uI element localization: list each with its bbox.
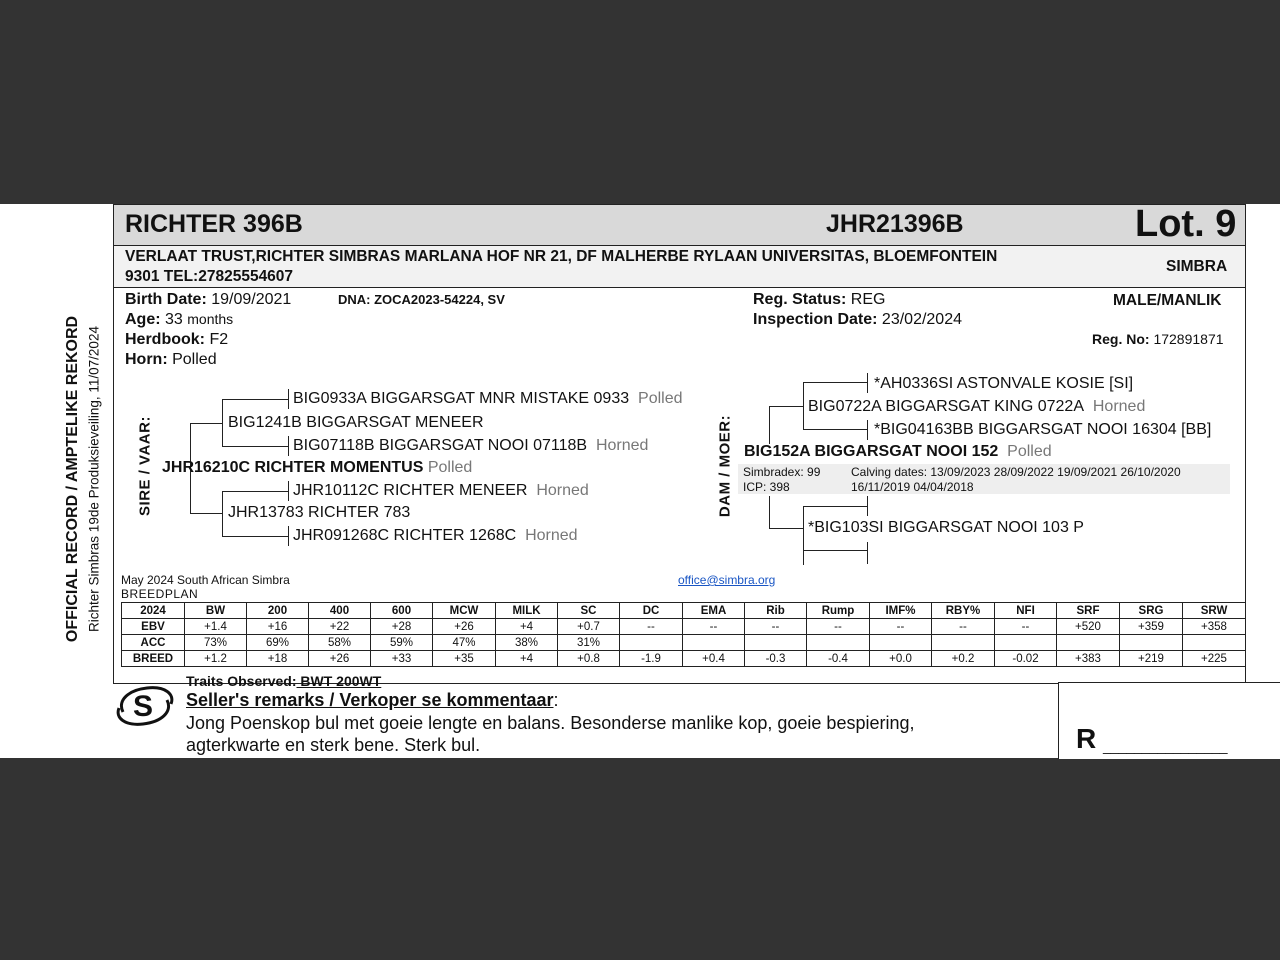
ebv-row [122, 651, 1246, 667]
reg-no-label: Reg. No: [1092, 331, 1150, 347]
ebv-cell: -- [870, 619, 932, 635]
herdbook-label: Herdbook: [125, 331, 205, 348]
ebv-cell: +22 [309, 619, 371, 635]
birth-date-label: Birth Date: [125, 291, 207, 308]
dna-info: DNA: ZOCA2023-54224, SV [338, 292, 505, 307]
ebv-cell: +358 [1183, 619, 1246, 635]
dam-gd-bottom [803, 550, 867, 551]
price-input[interactable]: ________________ [1103, 738, 1228, 754]
gs-bracket-line [222, 399, 223, 447]
side-record-label [62, 316, 84, 642]
reg-status [753, 291, 885, 309]
ebv-cell: 38% [496, 635, 558, 651]
ebv-cell: +0.2 [932, 651, 995, 667]
ebv-header-cell: MCW [433, 603, 496, 619]
dam-gs-bracket [803, 382, 804, 430]
dam-gs-top [803, 382, 867, 383]
remarks-line-2: agterkwarte en sterk bene. Sterk bul. [186, 735, 481, 755]
ebv-cell: +4 [496, 619, 558, 635]
sire-bracket-bottom [190, 513, 222, 514]
ggs2-tick [288, 481, 289, 501]
ebv-row [122, 619, 1246, 635]
ebv-header-cell: Rib [745, 603, 807, 619]
ebv-cell: 73% [185, 635, 247, 651]
sire-ggs2-name: JHR10112C RICHTER MENEER [293, 482, 528, 499]
ebv-header-cell: MILK [496, 603, 558, 619]
ebv-breedplan: BREEDPLAN [121, 587, 199, 601]
birth-date-value: 19/09/2021 [211, 291, 292, 308]
dam-bracket-top [769, 406, 803, 407]
ebv-cell: +383 [1057, 651, 1120, 667]
ebv-cell: -- [745, 619, 807, 635]
sire-ggs2 [293, 482, 589, 500]
ebv-row-label: EBV [122, 619, 185, 635]
ebv-header-cell: 200 [247, 603, 309, 619]
ebv-cell [995, 635, 1057, 651]
inspection-date [753, 311, 962, 329]
ebv-cell: +0.8 [558, 651, 620, 667]
lot-number: Lot. 9 [1135, 203, 1237, 245]
sire-ggs2-horn: Horned [536, 482, 589, 499]
owner-address-line2: 9301 TEL:27825554607 [125, 268, 294, 285]
dam-gd-tick-top [867, 496, 868, 516]
inspection-date-label: Inspection Date: [753, 311, 878, 328]
ebv-cell: -- [620, 619, 683, 635]
ebv-cell [745, 635, 807, 651]
horn [125, 351, 217, 369]
ebv-cell: -0.3 [745, 651, 807, 667]
ebv-cell: -0.4 [807, 651, 870, 667]
dam-gs [808, 398, 1145, 416]
dam-calving-dates-2: 16/11/2019 04/04/2018 [851, 480, 974, 494]
ebv-header-cell: DC [620, 603, 683, 619]
dam-label: DAM / MOER: [716, 414, 734, 518]
gd-bracket-line [222, 491, 223, 537]
sire-gs: BIG1241B BIGGARSGAT MENEER [228, 414, 484, 431]
reg-status-label: Reg. Status: [753, 291, 847, 308]
ebv-cell: +1.4 [185, 619, 247, 635]
ebv-header-cell: EMA [683, 603, 745, 619]
ebv-cell: +225 [1183, 651, 1246, 667]
owner-address-line1: VERLAAT TRUST,RICHTER SIMBRAS MARLANA HOF NR 21, DF MALHERBE RYLAAN UNIVERSITAS, BLOEMFONTEIN [125, 248, 998, 265]
ebv-row-label: BREED [122, 651, 185, 667]
ebv-header-cell: IMF% [870, 603, 932, 619]
ebv-cell [870, 635, 932, 651]
dam-gd: *BIG103SI BIGGARSGAT NOOI 103 P [808, 519, 1084, 536]
ebv-cell [1183, 635, 1246, 651]
sire-ggs1-name: BIG0933A BIGGARSGAT MNR MISTAKE 0933 [293, 390, 630, 407]
dam-calving-dates-1: Calving dates: 13/09/2023 28/09/2022 19/09/2021 26/10/2020 [851, 465, 1181, 479]
dam-icp: ICP: 398 [743, 480, 790, 494]
dam-name [744, 443, 1052, 461]
horn-label: Horn: [125, 351, 168, 368]
horn-value: Polled [172, 351, 217, 368]
reg-no [1092, 331, 1224, 347]
remarks-colon: : [553, 690, 559, 710]
ebv-cell: +0.4 [683, 651, 745, 667]
birth-date [125, 291, 291, 309]
ebv-cell [1057, 635, 1120, 651]
ebv-cell: +0.7 [558, 619, 620, 635]
dam-gd-top [803, 506, 867, 507]
dam-horn: Polled [1007, 443, 1052, 460]
sire-horn: Polled [427, 459, 473, 476]
dam-gs-name: BIG0722A BIGGARSGAT KING 0722A [808, 398, 1084, 415]
remarks-title [186, 690, 559, 711]
sire-ggs1 [293, 390, 683, 408]
gs-bracket-bottom [222, 446, 288, 447]
ebv-cell: -1.9 [620, 651, 683, 667]
sire-label: SIRE / VAAR: [136, 416, 154, 516]
gs-bracket-top [222, 399, 288, 400]
ebv-cell: -- [995, 619, 1057, 635]
age-label: Age: [125, 311, 161, 328]
sire-ggd1-horn: Horned [595, 437, 649, 454]
sire-name-text: JHR16210C RICHTER MOMENTUS [162, 459, 424, 476]
ebv-cell: 58% [309, 635, 371, 651]
side-auction-label [87, 326, 102, 632]
sire-ggd1 [293, 437, 648, 455]
ebv-cell: 59% [371, 635, 433, 651]
ebv-cell [932, 635, 995, 651]
ebv-cell: -- [932, 619, 995, 635]
ebv-header-cell: NFI [995, 603, 1057, 619]
ebv-cell: +26 [433, 619, 496, 635]
sire-ggs1-horn: Polled [638, 390, 683, 407]
ebv-cell: +1.2 [185, 651, 247, 667]
auction-text: Richter Simbras 19de Produksieveiling, 11/07/2024 [86, 326, 102, 632]
ebv-cell: +4 [496, 651, 558, 667]
inspection-date-value: 23/02/2024 [881, 311, 962, 328]
office-email-link[interactable]: office@simbra.org [678, 573, 776, 587]
dam-ggd1-tick [867, 420, 868, 440]
dam-ggs1: *AH0336SI ASTONVALE KOSIE [SI] [874, 375, 1134, 392]
dam-gd-tick-bottom [867, 542, 868, 564]
ebv-cell: -0.02 [995, 651, 1057, 667]
age [125, 311, 233, 329]
ebv-header-cell: SRG [1120, 603, 1183, 619]
ebv-header-cell: SRF [1057, 603, 1120, 619]
ggd1-tick [288, 436, 289, 456]
ebv-cell [620, 635, 683, 651]
dam-bracket-lower [769, 496, 770, 529]
ebv-header-cell: 2024 [122, 603, 185, 619]
sire-ggd2 [293, 527, 578, 545]
gd-bracket-bottom [222, 536, 288, 537]
herdbook-value: F2 [209, 331, 229, 348]
dam-ggs1-tick [867, 373, 868, 393]
ebv-cell: +219 [1120, 651, 1183, 667]
ebv-table [121, 602, 1246, 667]
ebv-cell: +359 [1120, 619, 1183, 635]
sire-ggd2-horn: Horned [525, 527, 578, 544]
simbra-logo-letter: S [133, 690, 154, 723]
ebv-cell: 47% [433, 635, 496, 651]
ebv-cell: +16 [247, 619, 309, 635]
ebv-cell: +520 [1057, 619, 1120, 635]
sire-bracket-top [190, 423, 222, 424]
gd-bracket-top [222, 491, 288, 492]
sire-name [162, 459, 472, 477]
dam-gs-bottom [803, 429, 867, 430]
ebv-header-cell: Rump [807, 603, 870, 619]
dam-ggd1: *BIG04163BB BIGGARSGAT NOOI 16304 [BB] [874, 421, 1212, 438]
ebv-cell: 31% [558, 635, 620, 651]
breed-label: SIMBRA [1166, 258, 1228, 275]
ebv-cell: +18 [247, 651, 309, 667]
traits-observed [186, 673, 381, 689]
dam-simbradex: Simbradex: 99 [743, 465, 821, 479]
ebv-row-label: ACC [122, 635, 185, 651]
ebv-caption: May 2024 South African Simbra [121, 573, 290, 587]
ebv-cell [683, 635, 745, 651]
ebv-cell: +33 [371, 651, 433, 667]
remarks-line-1: Jong Poenskop bul met goeie lengte en balans. Besonderse manlike kop, goeie bespiering, [186, 713, 915, 733]
ebv-header-cell: SRW [1183, 603, 1246, 619]
sire-gd: JHR13783 RICHTER 783 [228, 504, 411, 521]
ebv-cell [1120, 635, 1183, 651]
age-unit: months [187, 311, 234, 327]
sex: MALE/MANLIK [1113, 292, 1222, 309]
sire-ggd2-name: JHR091268C RICHTER 1268C [293, 527, 517, 544]
ebv-cell: 69% [247, 635, 309, 651]
ebv-row [122, 635, 1246, 651]
ebv-cell: -- [683, 619, 745, 635]
simbra-logo-icon [113, 682, 177, 730]
ebv-cell: +28 [371, 619, 433, 635]
ggs1-tick [288, 389, 289, 409]
ebv-cell: +0.0 [870, 651, 932, 667]
dam-gd-bracket [803, 506, 804, 565]
dam-gs-horn: Horned [1092, 398, 1146, 415]
herdbook [125, 331, 228, 349]
dam-bracket-bottom [769, 528, 803, 529]
dam-bracket-upper [769, 406, 770, 444]
sire-ggd1-name: BIG07118B BIGGARSGAT NOOI 07118B [293, 437, 588, 454]
animal-id: JHR21396B [826, 210, 964, 238]
ebv-header-cell: RBY% [932, 603, 995, 619]
traits-value: BWT 200WT [296, 673, 382, 689]
age-value: 33 [165, 311, 183, 328]
ebv-header-row [122, 603, 1246, 619]
official-record-text: OFFICIAL RECORD / AMPTELIKE REKORD [64, 315, 81, 643]
ebv-cell [807, 635, 870, 651]
ebv-cell: +35 [433, 651, 496, 667]
reg-status-value: REG [850, 291, 886, 308]
price-symbol: R [1076, 723, 1097, 754]
animal-name: RICHTER 396B [125, 210, 303, 238]
ebv-cell: +26 [309, 651, 371, 667]
remarks-title-text: Seller's remarks / Verkoper se kommentaar [186, 690, 554, 710]
ebv-header-cell: 400 [309, 603, 371, 619]
traits-label: Traits Observed: [186, 673, 297, 689]
ebv-header-cell: SC [558, 603, 620, 619]
ebv-cell: -- [807, 619, 870, 635]
ebv-header-cell: BW [185, 603, 247, 619]
ggd2-tick [288, 526, 289, 546]
reg-no-value: 172891871 [1153, 331, 1224, 347]
ebv-header-cell: 600 [371, 603, 433, 619]
dam-name-text: BIG152A BIGGARSGAT NOOI 152 [744, 443, 999, 460]
